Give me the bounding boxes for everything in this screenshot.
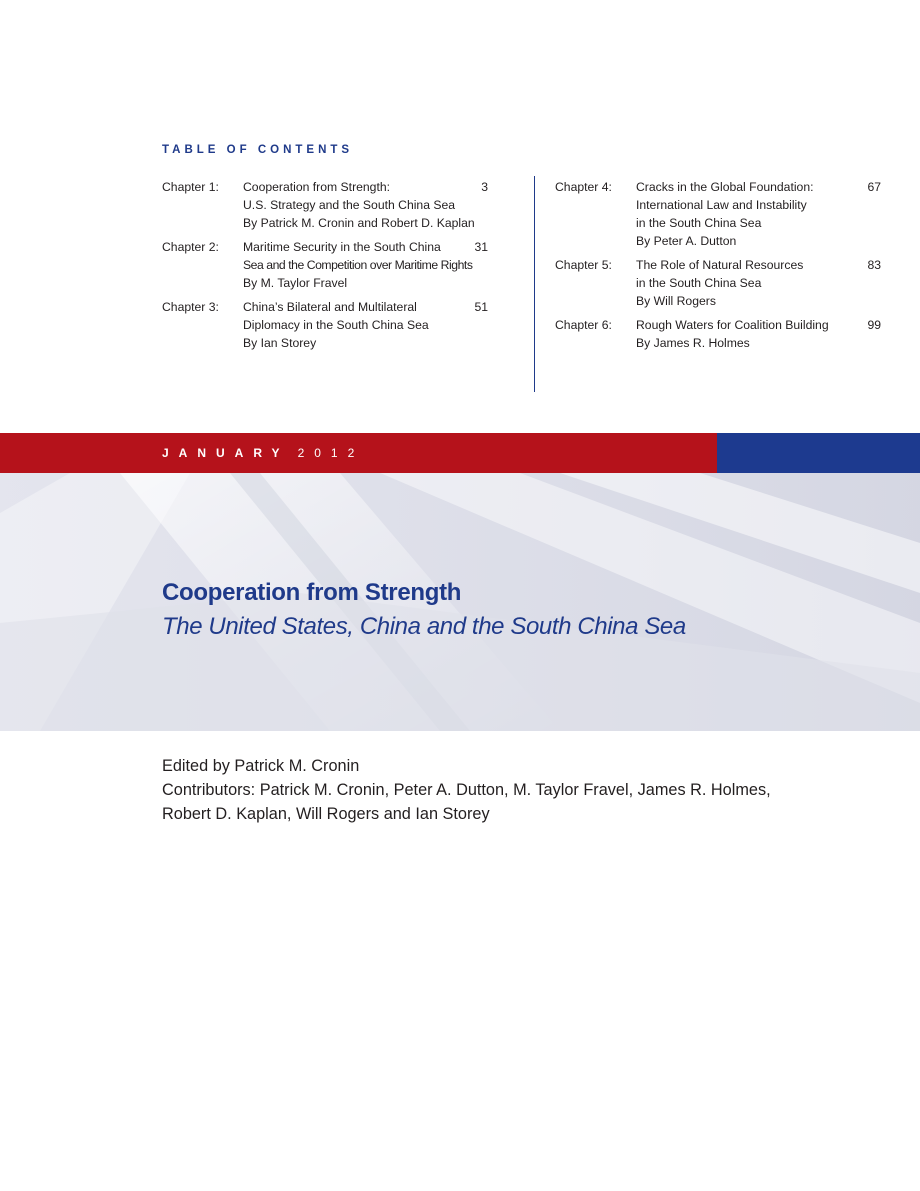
toc-entry-chapter-5[interactable] [555,256,881,310]
chapter-number: Chapter 2: [162,240,219,254]
toc-column-right [555,178,881,358]
toc-column-left [162,178,488,358]
contributors-line: Contributors: Patrick M. Cronin, Peter A. Dutton, M. Taylor Fravel, James R. Holmes, [162,781,771,799]
publication-date [162,446,364,460]
editor-line: Edited by Patrick M. Cronin [162,757,360,775]
page-number: 3 [481,180,488,194]
toc-heading: TABLE OF CONTENTS [162,144,354,156]
publication-month: JANUARY [162,446,290,460]
chapter-author: By M. Taylor Fravel [243,276,348,290]
report-subtitle: The United States, China and the South China Sea [162,613,686,640]
chapter-author: By Ian Storey [243,336,317,350]
toc-entry-chapter-3[interactable] [162,298,488,352]
publication-year: 2012 [297,446,365,460]
chapter-author: By Will Rogers [636,294,716,308]
contributors-line: Robert D. Kaplan, Will Rogers and Ian Storey [162,805,490,823]
chapter-title-line: China’s Bilateral and Multilateral [243,300,417,314]
toc-entry-chapter-4[interactable] [555,178,881,250]
toc-entry-chapter-6[interactable] [555,316,881,352]
chapter-title-line: Sea and the Competition over Maritime Rights [243,258,473,272]
chapter-title-line: U.S. Strategy and the South China Sea [243,198,456,212]
blue-accent-block [717,433,920,473]
chapter-number: Chapter 5: [555,258,612,272]
page-number: 31 [474,240,488,254]
chapter-title-line: in the South China Sea [636,276,762,290]
toc-entry-chapter-1[interactable] [162,178,488,232]
chapter-title-line: Diplomacy in the South China Sea [243,318,429,332]
chapter-number: Chapter 1: [162,180,219,194]
page-number: 99 [867,318,881,332]
chapter-title-line: Rough Waters for Coalition Building [636,318,829,332]
page-number: 83 [867,258,881,272]
chapter-title-line: Maritime Security in the South China [243,240,441,254]
chapter-author: By James R. Holmes [636,336,750,350]
chapter-title-line: Cooperation from Strength: [243,180,391,194]
chapter-author: By Patrick M. Cronin and Robert D. Kaplan [243,216,475,230]
toc-divider [534,176,535,392]
chapter-number: Chapter 4: [555,180,612,194]
chapter-author: By Peter A. Dutton [636,234,737,248]
report-title: Cooperation from Strength [162,579,462,606]
page-number: 51 [474,300,488,314]
chapter-number: Chapter 3: [162,300,219,314]
chapter-title-line: in the South China Sea [636,216,762,230]
chapter-number: Chapter 6: [555,318,612,332]
chapter-title-line: Cracks in the Global Foundation: [636,180,814,194]
page-number: 67 [867,180,881,194]
toc-entry-chapter-2[interactable] [162,238,488,292]
chapter-title-line: International Law and Instability [636,198,807,212]
chapter-title-line: The Role of Natural Resources [636,258,804,272]
credits [162,754,771,826]
